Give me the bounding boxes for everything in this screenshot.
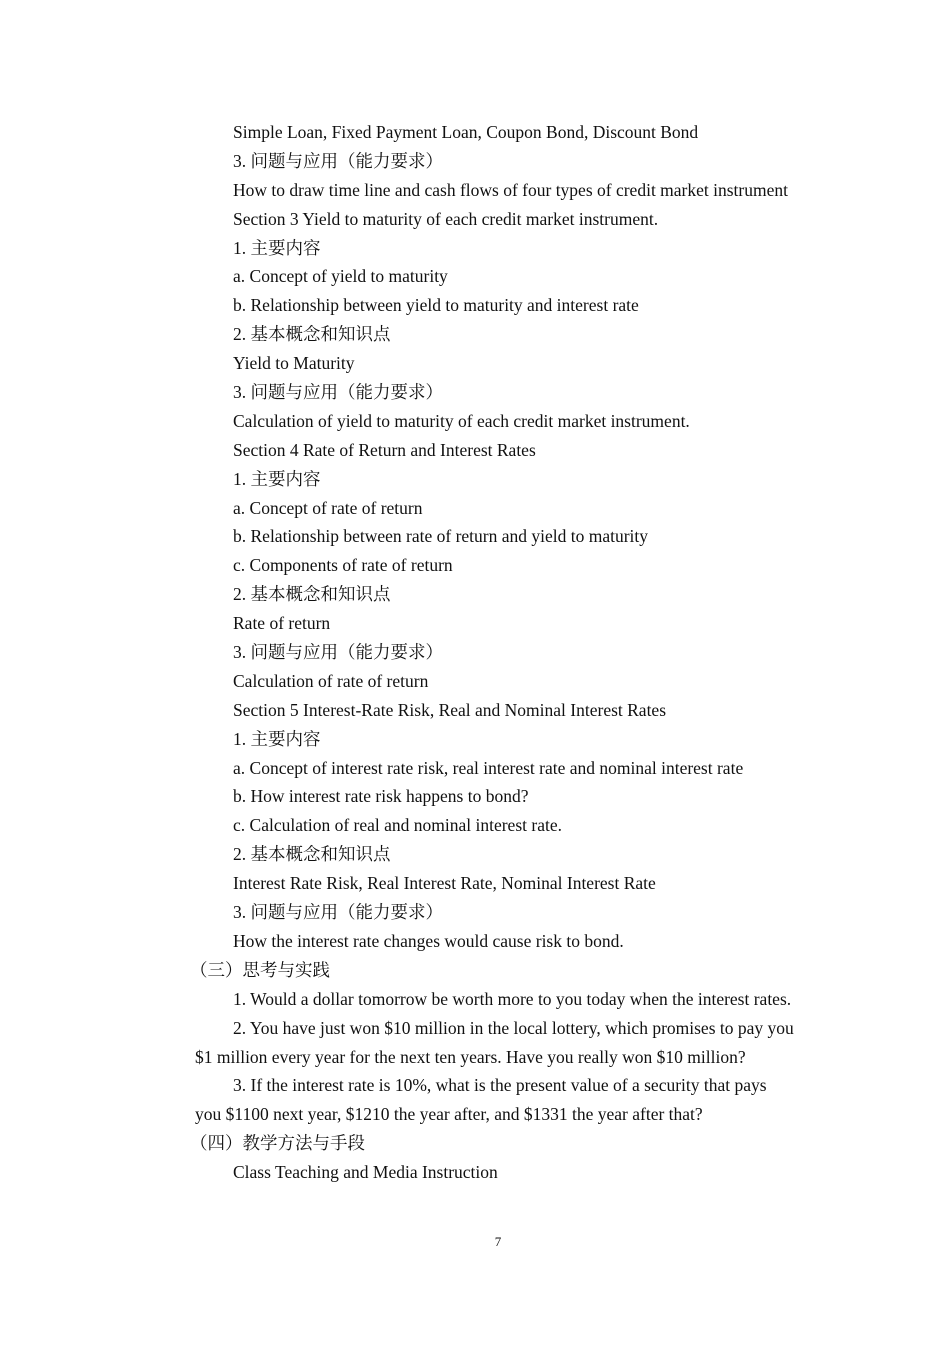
- text-line: c. Components of rate of return: [233, 555, 453, 576]
- question: 1. Would a dollar tomorrow be worth more to you today when the interest rates.: [233, 988, 792, 1009]
- page-content: [0, 118, 952, 1187]
- part-heading: （三）思考与实践: [190, 959, 330, 980]
- text-line: a. Concept of yield to maturity: [233, 266, 448, 287]
- question: 2. You have just won $10 million in the local lottery, which promises to pay you: [233, 1017, 794, 1038]
- subheading: 3. 问题与应用（能力要求）: [233, 150, 443, 171]
- subheading: 1. 主要内容: [233, 728, 321, 749]
- question-continuation: you $1100 next year, $1210 the year after, and $1331 the year after that?: [195, 1104, 703, 1125]
- text-line: b. How interest rate risk happens to bond?: [233, 786, 529, 807]
- part-heading: （四）教学方法与手段: [190, 1133, 365, 1154]
- question-continuation: $1 million every year for the next ten years. Have you really won $10 million?: [195, 1046, 746, 1067]
- text-line: Calculation of yield to maturity of each credit market instrument.: [233, 410, 690, 431]
- section-heading: Section 4 Rate of Return and Interest Rates: [233, 439, 536, 460]
- subheading: 3. 问题与应用（能力要求）: [233, 642, 443, 663]
- text-line: Rate of return: [233, 613, 331, 634]
- text-line: Calculation of rate of return: [233, 670, 429, 691]
- text-line: b. Relationship between rate of return and yield to maturity: [233, 526, 649, 547]
- section-heading: Section 3 Yield to maturity of each credit market instrument.: [233, 208, 659, 229]
- text-line: c. Calculation of real and nominal interest rate.: [233, 815, 562, 836]
- text-line: a. Concept of interest rate risk, real interest rate and nominal interest rate: [233, 757, 744, 778]
- text-line: b. Relationship between yield to maturity and interest rate: [233, 295, 639, 316]
- subheading: 2. 基本概念和知识点: [233, 844, 391, 865]
- subheading: 1. 主要内容: [233, 468, 321, 489]
- question: 3. If the interest rate is 10%, what is the present value of a security that pays: [233, 1075, 767, 1096]
- text-line: How to draw time line and cash flows of four types of credit market instrument: [233, 179, 788, 200]
- text-line: Simple Loan, Fixed Payment Loan, Coupon Bond, Discount Bond: [233, 122, 699, 142]
- subheading: 2. 基本概念和知识点: [233, 584, 391, 605]
- subheading: 3. 问题与应用（能力要求）: [233, 902, 443, 923]
- subheading: 3. 问题与应用（能力要求）: [233, 382, 443, 403]
- text-line: Class Teaching and Media Instruction: [233, 1162, 498, 1183]
- text-line: How the interest rate changes would cause risk to bond.: [233, 930, 624, 951]
- subheading: 2. 基本概念和知识点: [233, 324, 391, 345]
- text-line: Yield to Maturity: [233, 353, 355, 374]
- subheading: 1. 主要内容: [233, 237, 321, 258]
- page-number: 7: [494, 1234, 502, 1249]
- text-line: Interest Rate Risk, Real Interest Rate, Nominal Interest Rate: [233, 873, 656, 894]
- text-line: a. Concept of rate of return: [233, 497, 423, 518]
- section-heading: Section 5 Interest-Rate Risk, Real and Nominal Interest Rates: [233, 699, 667, 720]
